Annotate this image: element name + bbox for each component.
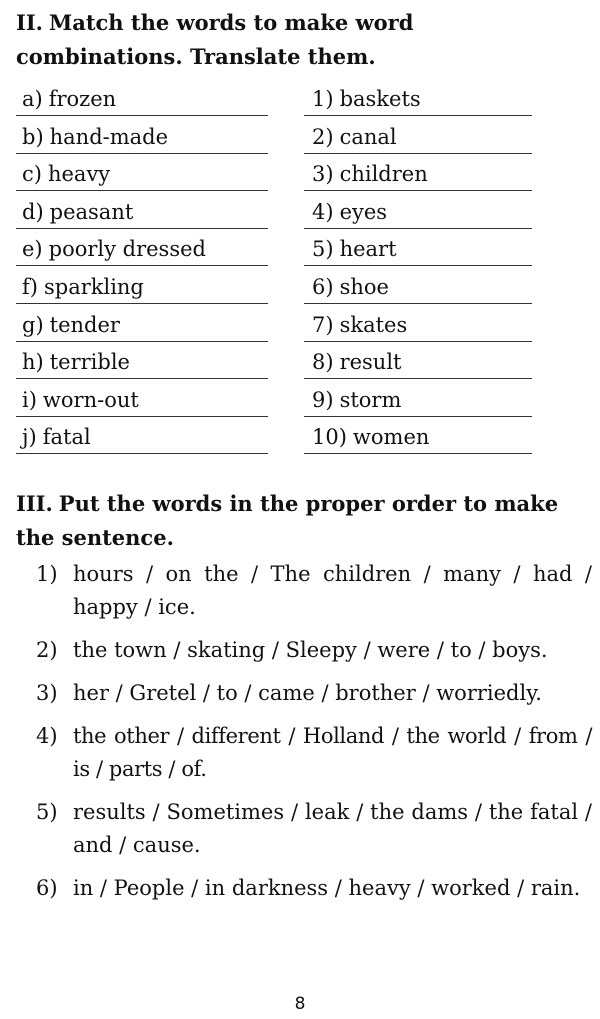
sentence-item — [36, 872, 592, 905]
adjective-cell — [16, 155, 268, 191]
noun-cell — [304, 418, 532, 454]
item-label: 1) — [312, 87, 334, 111]
item-word: peasant — [49, 199, 134, 224]
item-word: worn-out — [42, 387, 139, 412]
exercise-3-number: III. — [16, 491, 53, 516]
sentence-words: hours / on the / The children / many / had / happy / ice. — [73, 562, 592, 619]
item-word: sparkling — [43, 274, 144, 299]
sentence-number: 3) — [36, 681, 58, 705]
item-word: tender — [49, 312, 120, 337]
item-word: storm — [339, 387, 402, 412]
item-label: 6) — [312, 274, 334, 299]
sentence-item — [36, 720, 592, 786]
sentence-item — [36, 796, 592, 862]
sentence-item — [36, 634, 592, 667]
sentence-words: in / People / in darkness / heavy / worked / rain. — [73, 876, 581, 900]
item-label: e) — [22, 237, 43, 262]
adjective-cell — [16, 418, 268, 454]
item-label: j) — [22, 425, 37, 450]
adjective-cell — [16, 381, 268, 417]
sentence-number: 1) — [36, 562, 58, 586]
item-word: eyes — [339, 199, 388, 224]
noun-cell — [304, 268, 532, 304]
item-word: shoe — [339, 274, 389, 299]
match-row — [16, 343, 532, 381]
item-word: skates — [339, 312, 408, 337]
noun-cell — [304, 155, 532, 191]
exercise-3-heading — [16, 487, 586, 555]
adjective-cell — [16, 268, 268, 304]
item-label: h) — [22, 350, 44, 375]
match-row — [16, 418, 532, 456]
exercise-2-number: II. — [16, 10, 43, 35]
sentence-words: results / Sometimes / leak / the dams / the fatal / and / cause. — [73, 800, 592, 857]
item-label: 10) — [312, 425, 347, 450]
item-word: result — [339, 350, 402, 375]
item-word: poorly dressed — [48, 237, 206, 262]
item-label: 3) — [312, 162, 334, 187]
match-row — [16, 268, 532, 306]
item-label: 2) — [312, 124, 334, 149]
match-row — [16, 230, 532, 268]
sentence-number: 4) — [36, 724, 58, 748]
sentence-list — [36, 558, 592, 915]
noun-cell — [304, 193, 532, 229]
item-word: hand-made — [49, 124, 169, 149]
match-row — [16, 306, 532, 344]
adjective-cell — [16, 118, 268, 154]
item-word: baskets — [339, 87, 421, 111]
item-word: women — [352, 425, 430, 450]
adjective-cell — [16, 80, 268, 116]
item-label: c) — [22, 162, 42, 187]
item-label: b) — [22, 124, 44, 149]
noun-cell — [304, 118, 532, 154]
exercise-2-instruction: Match the words to make word combinations. Translate them. — [16, 10, 414, 69]
noun-cell — [304, 80, 532, 116]
item-word: heavy — [47, 162, 111, 187]
exercise-2-heading — [16, 6, 586, 74]
item-word: fatal — [42, 425, 91, 450]
adjective-cell — [16, 343, 268, 379]
match-row — [16, 381, 532, 419]
match-row — [16, 155, 532, 193]
sentence-words: her / Gretel / to / came / brother / worriedly. — [73, 681, 542, 705]
exercise-3-instruction: Put the words in the proper order to make the sentence. — [16, 491, 559, 550]
item-label: a) — [22, 87, 43, 111]
item-word: frozen — [48, 87, 117, 111]
match-row — [16, 193, 532, 231]
item-word: heart — [339, 237, 397, 262]
item-label: 7) — [312, 312, 334, 337]
item-word: children — [339, 162, 428, 187]
sentence-number: 6) — [36, 876, 58, 900]
item-label: 4) — [312, 199, 334, 224]
page-number: 8 — [294, 994, 306, 1014]
sentence-item — [36, 677, 592, 710]
adjective-cell — [16, 193, 268, 229]
adjective-cell — [16, 306, 268, 342]
item-word: terrible — [49, 350, 130, 375]
adjective-cell — [16, 230, 268, 266]
item-label: g) — [22, 312, 44, 337]
sentence-words: the other / different / Holland / the world / from / is / parts / of. — [73, 724, 592, 781]
noun-cell — [304, 381, 532, 417]
noun-cell — [304, 343, 532, 379]
noun-cell — [304, 306, 532, 342]
sentence-item — [36, 558, 592, 624]
word-match-table — [16, 80, 532, 456]
item-label: 5) — [312, 237, 334, 262]
sentence-words: the town / skating / Sleepy / were / to / boys. — [73, 638, 548, 662]
match-row — [16, 118, 532, 156]
item-label: 9) — [312, 387, 334, 412]
noun-cell — [304, 230, 532, 266]
item-label: i) — [22, 387, 37, 412]
item-word: canal — [339, 124, 397, 149]
sentence-number: 2) — [36, 638, 58, 662]
item-label: d) — [22, 199, 44, 224]
item-label: f) — [22, 274, 38, 299]
sentence-number: 5) — [36, 800, 58, 824]
match-row — [16, 80, 532, 118]
item-label: 8) — [312, 350, 334, 375]
